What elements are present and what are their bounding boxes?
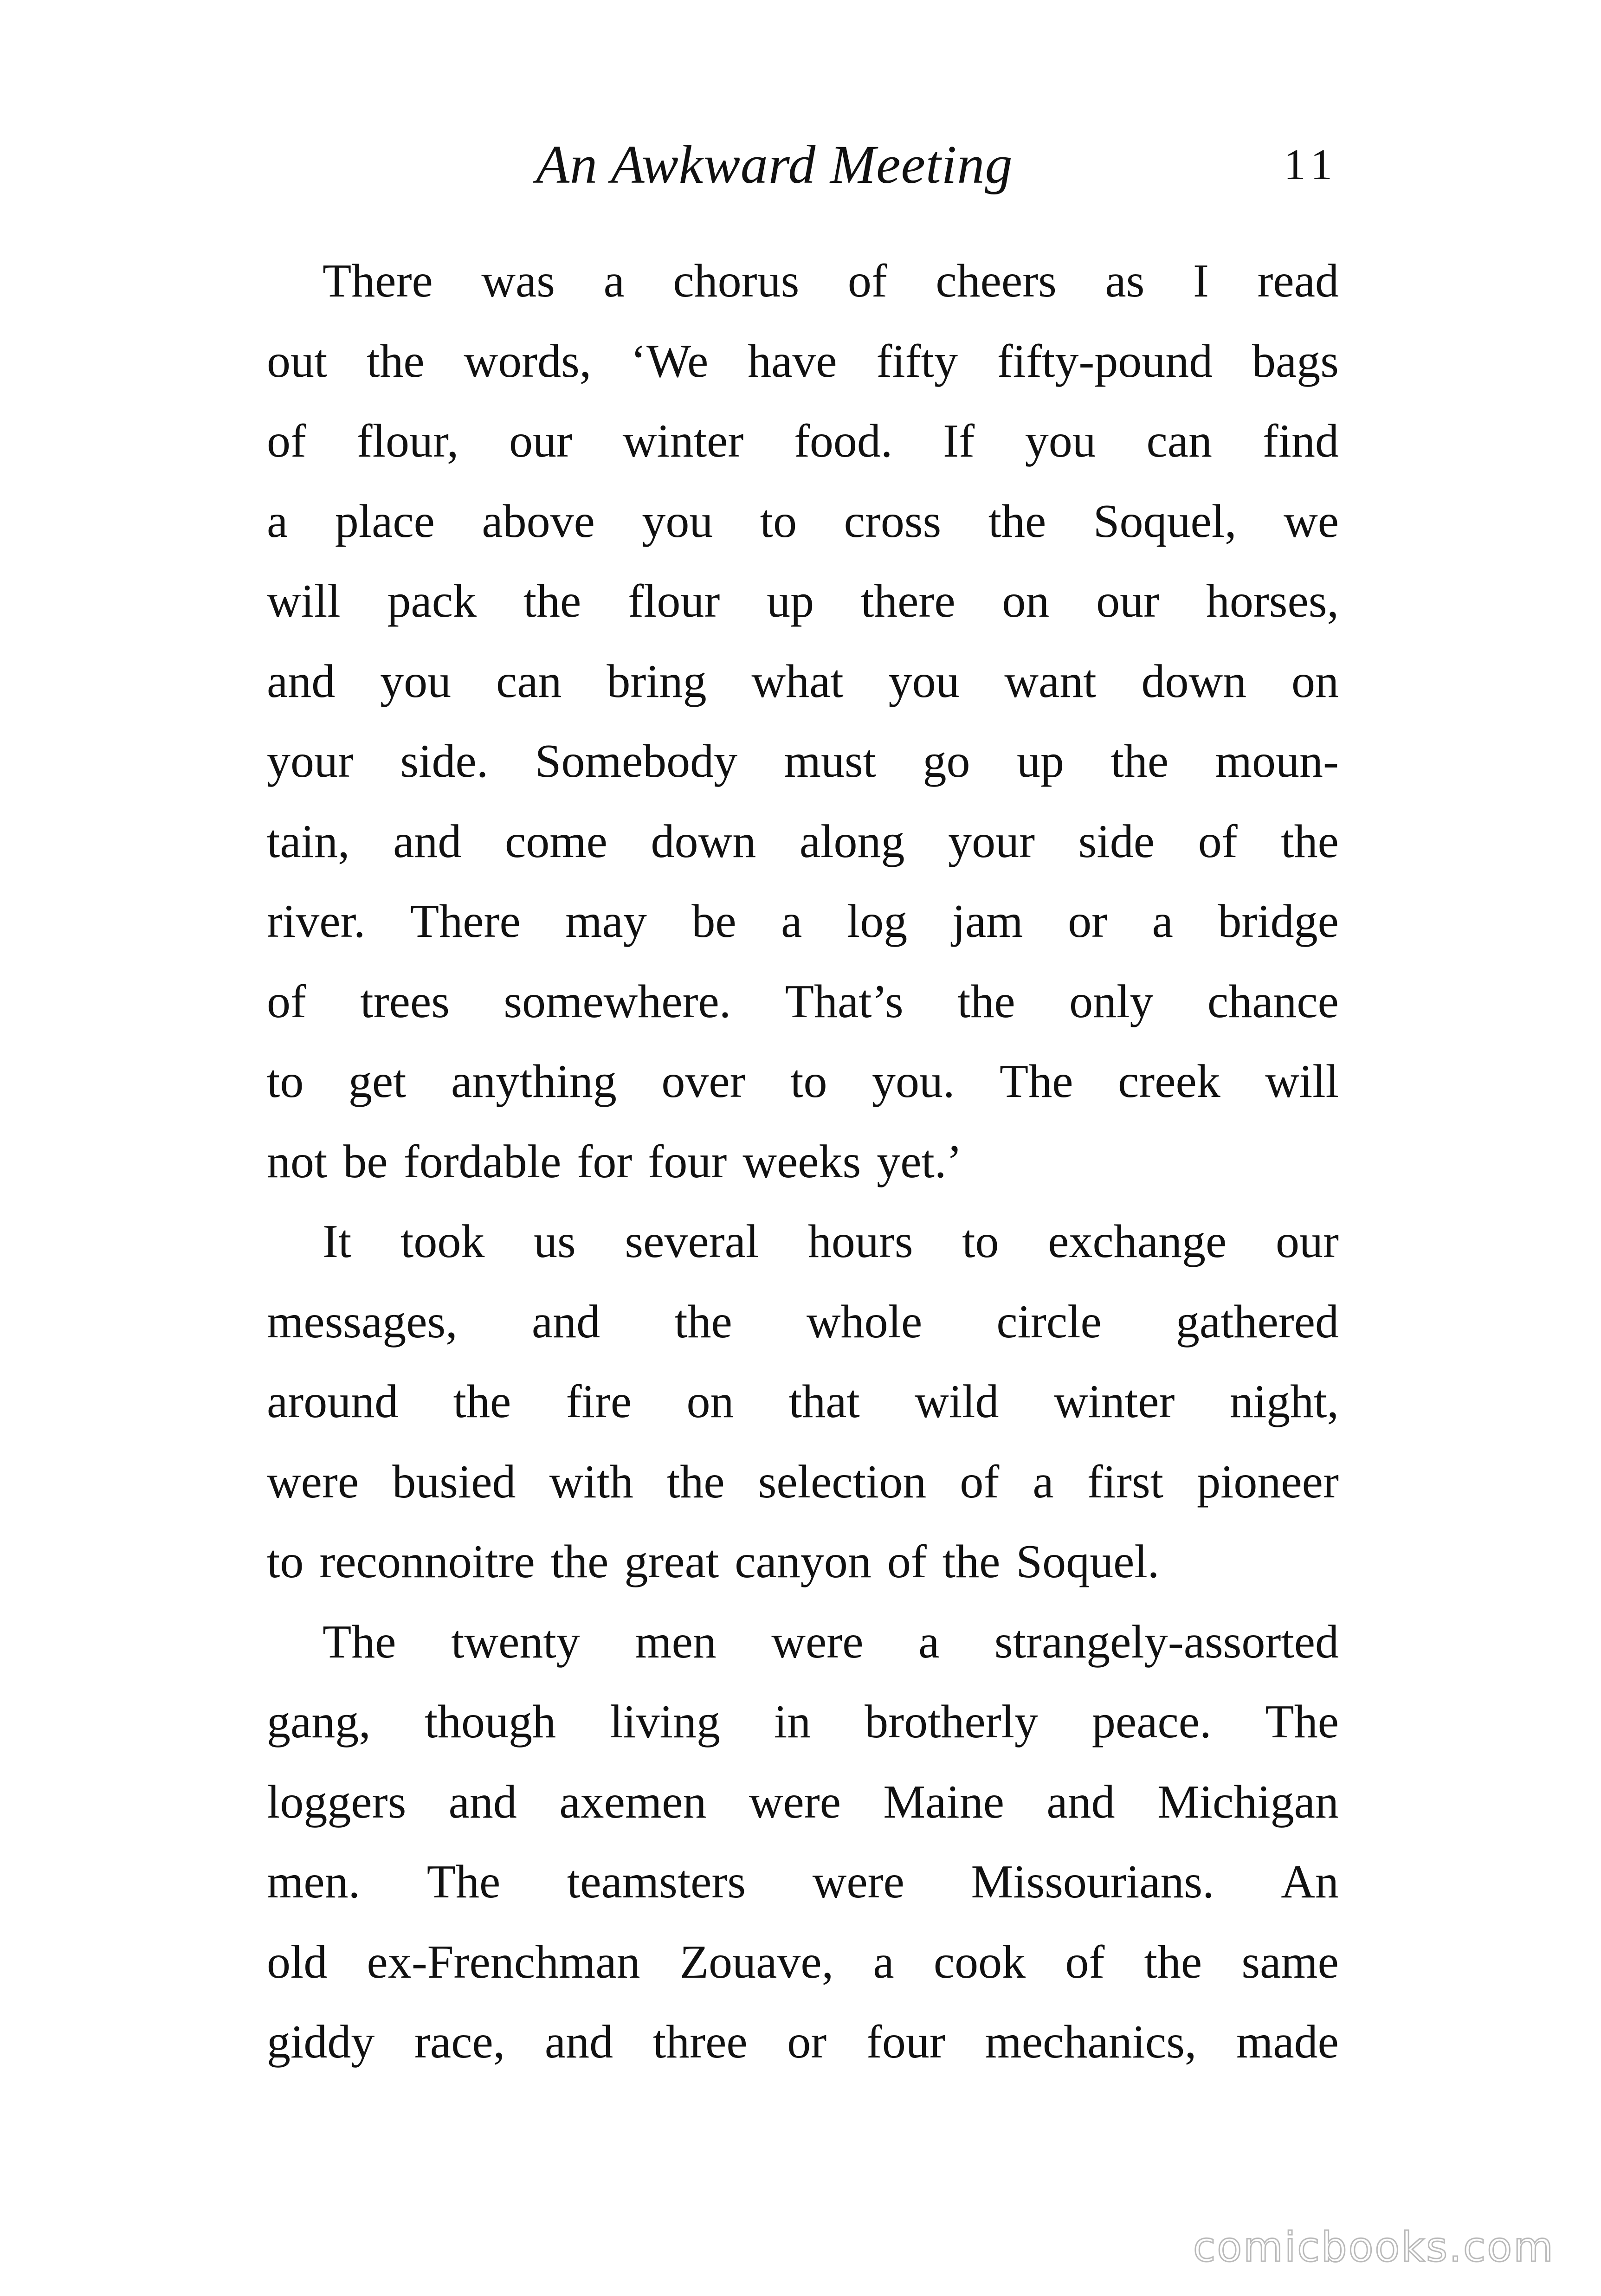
- text-line: of flour, our winter food. If you can find: [267, 415, 1339, 467]
- text-line: not be fordable for four weeks yet.’: [267, 1135, 962, 1188]
- chapter-title: An Awkward Meeting: [536, 134, 1013, 195]
- text-line: tain, and come down along your side of the: [267, 815, 1339, 868]
- text-line: a place above you to cross the Soquel, we: [267, 495, 1339, 548]
- text-line: were busied with the selection of a first pioneer: [267, 1455, 1339, 1508]
- paragraph: [267, 1202, 1339, 1602]
- text-line: and you can bring what you want down on: [267, 655, 1339, 708]
- text-line: loggers and axemen were Maine and Michigan: [267, 1775, 1339, 1828]
- running-head: [267, 132, 1339, 206]
- text-line: men. The teamsters were Missourians. An: [267, 1856, 1339, 1908]
- text-line: There was a chorus of cheers as I read: [323, 255, 1339, 307]
- text-line: river. There may be a log jam or a bridge: [267, 895, 1339, 948]
- paragraph: [267, 1602, 1339, 2083]
- text-line: will pack the flour up there on our horses,: [267, 575, 1339, 627]
- text-line: old ex-Frenchman Zouave, a cook of the same: [267, 1935, 1339, 1988]
- text-line: your side. Somebody must go up the moun-: [267, 735, 1339, 787]
- text-line: around the fire on that wild winter night,: [267, 1375, 1339, 1428]
- text-line: to reconnoitre the great canyon of the Soquel.: [267, 1535, 1160, 1588]
- text-line: of trees somewhere. That’s the only chance: [267, 975, 1339, 1028]
- paragraph: [267, 241, 1339, 1202]
- text-line: giddy race, and three or four mechanics, made: [267, 2016, 1339, 2068]
- text-line: It took us several hours to exchange our: [323, 1215, 1339, 1268]
- text-line: The twenty men were a strangely-assorted: [323, 1615, 1339, 1668]
- text-line: gang, though living in brotherly peace. The: [267, 1696, 1339, 1748]
- text-line: out the words, ‘We have fifty fifty-pound bags: [267, 335, 1339, 387]
- text-line: messages, and the whole circle gathered: [267, 1295, 1339, 1348]
- body-text: [267, 241, 1339, 2083]
- page-number: 11: [1284, 141, 1339, 189]
- site-watermark: comicbooks.com: [1193, 2223, 1555, 2271]
- text-line: to get anything over to you. The creek will: [267, 1055, 1339, 1108]
